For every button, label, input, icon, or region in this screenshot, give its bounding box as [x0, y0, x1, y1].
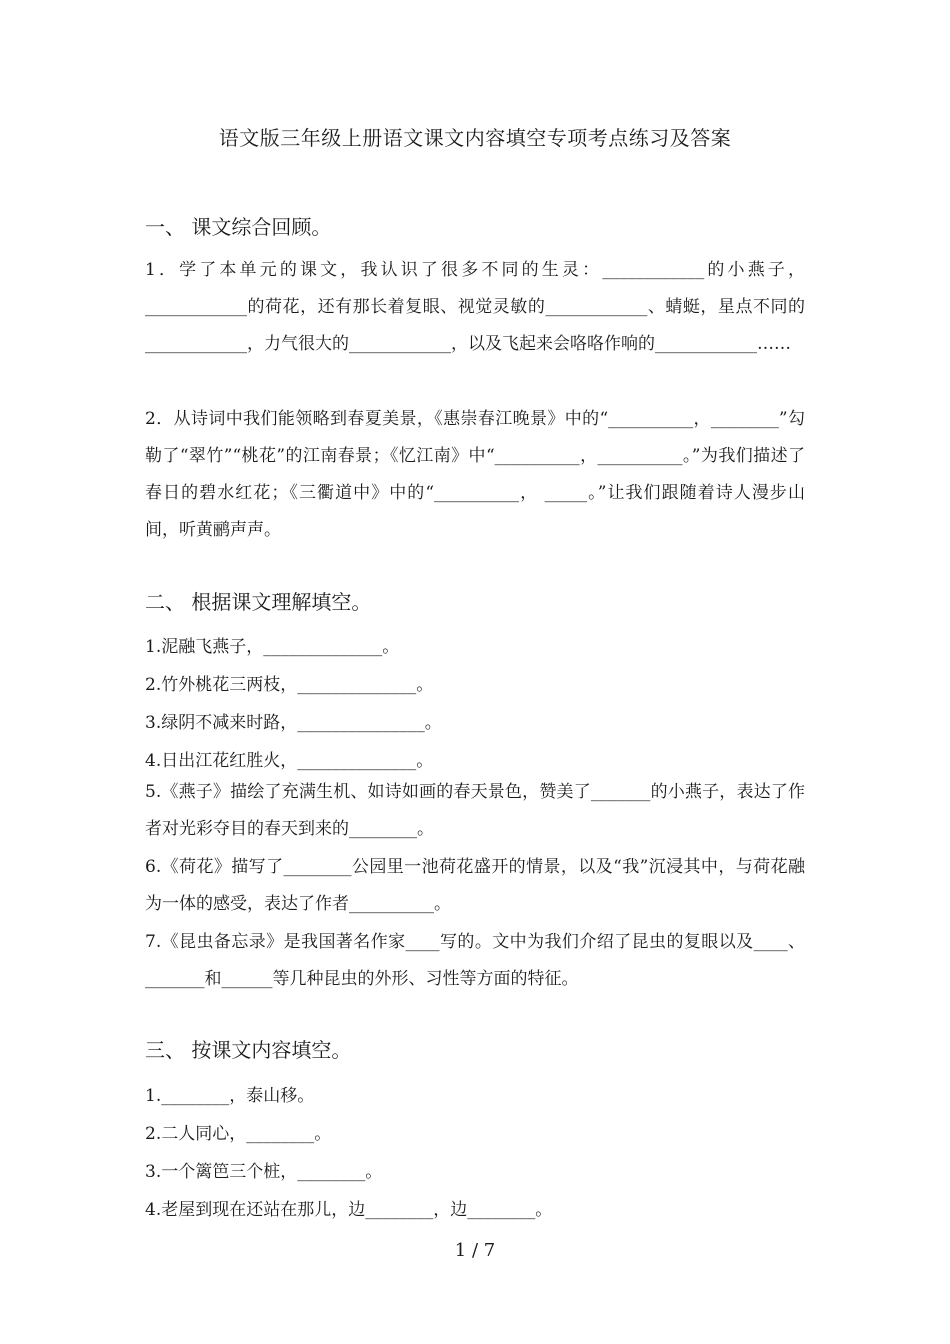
question-2-4: 4.日出江花红胜火，______________。 [145, 751, 434, 771]
question-1-2: 2．从诗词中我们能领略到春夏美景，《惠崇春江晚景》中的“__________，________”勾勒了“翠竹”“桃花”的江南春景；《忆江南》中“__________，__________。”为我们描述了春日的碧水红花；《三衢道中》中的“__________， _____。”让我们跟随着诗人漫步山间，听黄鹂声声。 [145, 409, 805, 540]
question-3-3: 3.一个篱笆三个桩，________。 [145, 1162, 383, 1182]
question-1-1: 1．学了本单元的课文，我认识了很多不同的生灵：____________的小燕子，____________的荷花，还有那长着复眼、视觉灵敏的____________、蜻蜓，星点不同的____________，力气很大的____________，以及飞起来会咯咯作响的____________…… [145, 260, 805, 354]
section-heading-1: 一、 课文综合回顾。 [145, 215, 332, 239]
question-3-1: 1.________，泰山移。 [145, 1086, 315, 1106]
question-2-2: 2.竹外桃花三两枝，______________。 [145, 675, 434, 695]
question-2-7: 7.《昆虫备忘录》是我国著名作家____写的。文中为我们介绍了昆虫的复眼以及____、_______和______等几种昆虫的外形、习性等方面的特征。 [145, 932, 805, 989]
section-heading-2: 二、 根据课文理解填空。 [145, 590, 372, 614]
page-indicator: 1 / 7 [454, 1240, 496, 1261]
question-2-3: 3.绿阴不减来时路，_______________。 [145, 713, 442, 733]
question-2-5: 5.《燕子》描绘了充满生机、如诗如画的春天景色，赞美了_______的小燕子，表达了作者对光彩夺目的春天到来的________。 [145, 782, 805, 839]
question-3-2: 2.二人同心，________。 [145, 1124, 332, 1144]
question-2-6: 6.《荷花》描写了________公园里一池荷花盛开的情景，以及“我”沉浸其中，与荷花融为一体的感受，表达了作者__________。 [145, 857, 805, 914]
question-2-1: 1.泥融飞燕子，______________。 [145, 637, 400, 657]
document-title: 语文版三年级上册语文课文内容填空专项考点练习及答案 [218, 126, 732, 150]
question-3-4: 4.老屋到现在还站在那儿，边________，边________。 [145, 1200, 553, 1220]
section-heading-3: 三、 按课文内容填空。 [145, 1038, 352, 1062]
